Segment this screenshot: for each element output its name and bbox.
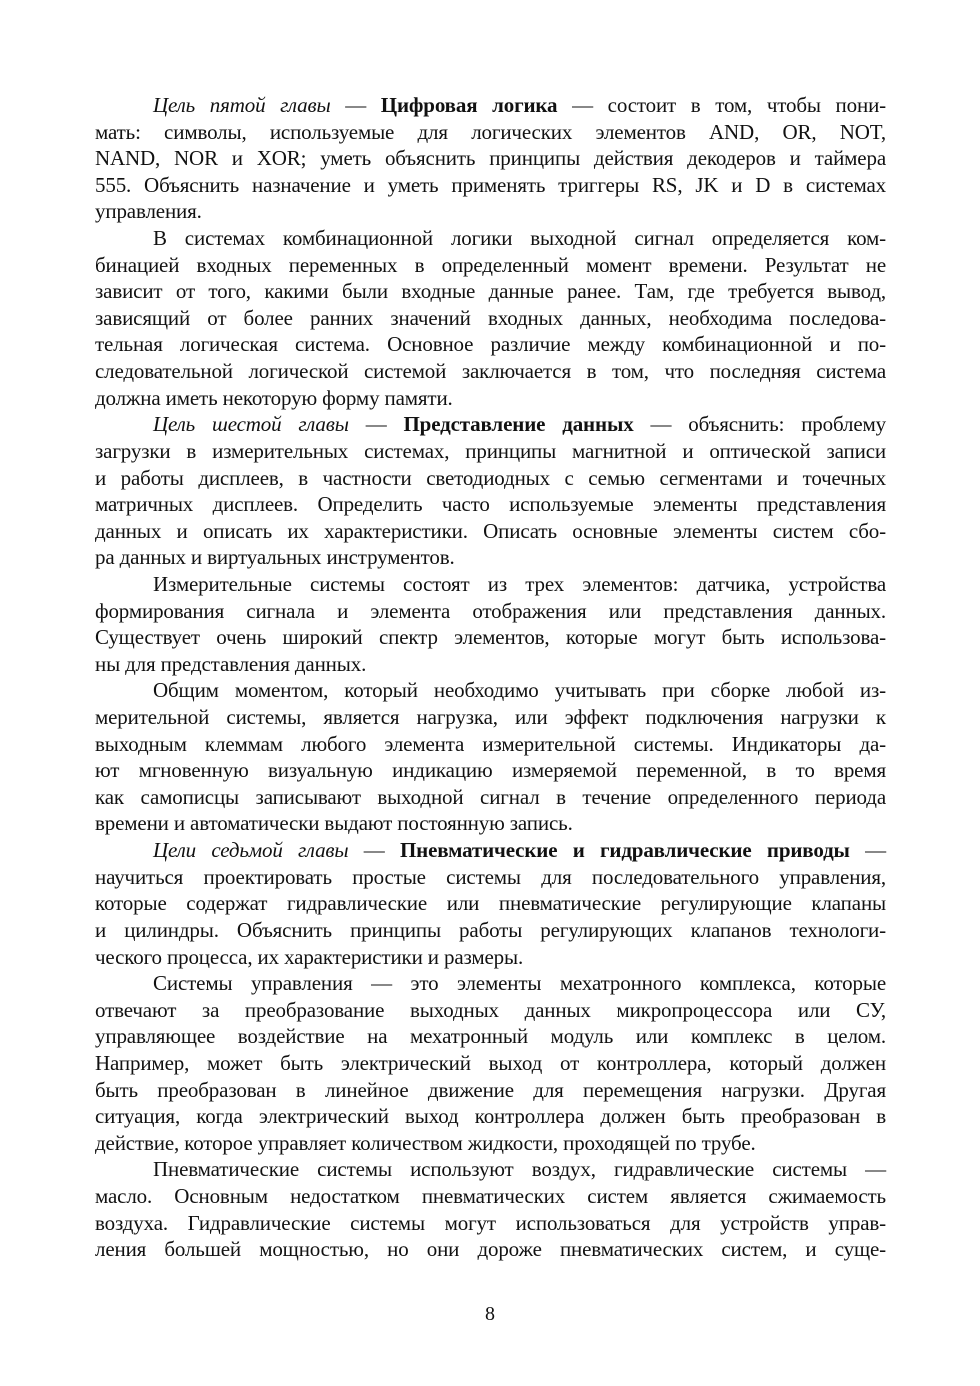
text-line — [95, 1103, 886, 1130]
text-line — [95, 1156, 886, 1183]
text-segment: мерительной системы, является нагрузка, или эффект подключения нагрузки к — [95, 705, 886, 730]
chapter-goal-label: Цели седьмой главы — [153, 838, 349, 863]
text-segment: ситуация, когда электрический выход контроллера должен быть преобразован в — [95, 1104, 886, 1129]
text-line — [95, 518, 886, 545]
text-segment: Измерительные системы состоят из трех элементов: датчика, устройства — [153, 571, 886, 596]
text-line — [95, 864, 886, 891]
text-line — [95, 225, 886, 252]
text-segment: отвечают за преобразование выходных данных микропроцессора или СУ, — [95, 997, 886, 1022]
text-segment: быть преобразован в линейное движение для перемещения нагрузки. Другая — [95, 1077, 886, 1102]
text-segment: научиться проектировать простые системы для последовательного управления, — [95, 864, 886, 889]
text-line — [95, 358, 886, 385]
text-line — [95, 331, 886, 358]
text-segment: как самописцы записывают выходной сигнал в течение определенного периода — [95, 784, 886, 809]
text-segment: — — [849, 838, 886, 863]
text-segment: В системах комбинационной логики выходной сигнал определяется ком- — [153, 226, 886, 251]
chapter-goal-label: Цель шестой главы — [153, 412, 349, 437]
text-line — [95, 651, 886, 678]
paragraph — [95, 92, 886, 225]
text-line — [95, 598, 886, 625]
text-line — [95, 411, 886, 438]
text-line — [95, 784, 886, 811]
text-segment: ны для представления данных. — [95, 651, 367, 676]
chapter-title: Представление данных — [403, 412, 634, 437]
page-number: 8 — [485, 1303, 495, 1325]
text-segment: Например, может быть электрический выход от контроллера, который должен — [95, 1050, 886, 1075]
text-line — [95, 731, 886, 758]
text-segment: ра данных и виртуальных инструментов. — [95, 545, 455, 570]
text-segment: должна иметь некоторую форму памяти. — [95, 385, 453, 410]
text-segment: — — [348, 412, 404, 437]
text-line — [95, 837, 886, 864]
paragraph — [95, 677, 886, 837]
text-segment: Системы управления — это элементы мехатронного комплекса, которые — [153, 971, 886, 996]
text-segment: управляющее воздействие на мехатронный модуль или комплекс в целом. — [95, 1024, 886, 1049]
text-line — [95, 305, 886, 332]
text-line — [95, 198, 886, 225]
text-segment: матричных дисплеев. Определить часто используемые элементы представления — [95, 492, 886, 517]
paragraph — [95, 1156, 886, 1262]
text-segment: ют мгновенную визуальную индикацию измеряемой переменной, в то время — [95, 758, 886, 783]
text-segment: 555. Объяснить назначение и уметь применять триггеры RS, JK и D в системах — [95, 172, 886, 197]
text-line — [95, 997, 886, 1024]
text-line — [95, 1183, 886, 1210]
text-segment: выходным клеммам любого элемента измерительной системы. Индикаторы да- — [95, 731, 886, 756]
text-line — [95, 92, 886, 119]
text-segment: — объяснить: проблему — [633, 412, 886, 437]
text-segment: — — [348, 838, 400, 863]
text-line — [95, 1050, 886, 1077]
text-line — [95, 278, 886, 305]
text-line — [95, 571, 886, 598]
text-line — [95, 172, 886, 199]
chapter-title: Цифровая логика — [380, 93, 558, 117]
chapter-goal-label: Цель пятой главы — [153, 93, 331, 117]
text-segment: и работы дисплеев, в частности светодиодных с семью сегментами и точечных — [95, 465, 886, 490]
text-line — [95, 624, 886, 651]
paragraph — [95, 837, 886, 970]
text-segment: формирования сигнала и элемента отображения или представления данных. — [95, 598, 886, 623]
text-line — [95, 119, 886, 146]
text-segment: мать: символы, используемые для логических элементов AND, OR, NOT, — [95, 119, 886, 144]
text-line — [95, 438, 886, 465]
text-line — [95, 1077, 886, 1104]
text-line — [95, 145, 886, 172]
text-line — [95, 677, 886, 704]
text-segment: воздуха. Гидравлические системы могут использоваться для устройств управ- — [95, 1210, 886, 1235]
text-segment: тельная логическая система. Основное различие между комбинационной и по- — [95, 332, 886, 357]
text-line — [95, 1023, 886, 1050]
text-line — [95, 1130, 886, 1157]
text-line — [95, 465, 886, 492]
text-segment: — состоит в том, чтобы пони- — [557, 93, 886, 117]
text-segment: бинацией входных переменных в определенный момент времени. Результат не — [95, 252, 886, 277]
text-segment: зависящий от более ранних значений входных данных, необходима последова- — [95, 305, 886, 330]
text-segment: ления большей мощностью, но они дороже пневматических систем, и суще- — [95, 1237, 886, 1262]
text-segment: данных и описать их характеристики. Описать основные элементы систем сбо- — [95, 518, 886, 543]
text-line — [95, 385, 886, 412]
text-line — [95, 757, 886, 784]
text-segment: масло. Основным недостатком пневматических систем является сжимаемость — [95, 1183, 886, 1208]
text-line — [95, 1236, 886, 1263]
text-line — [95, 252, 886, 279]
document-body — [95, 92, 886, 1263]
text-line — [95, 544, 886, 571]
text-segment: NAND, NOR и XOR; уметь объяснить принципы действия декодеров и таймера — [95, 146, 886, 171]
text-segment: и цилиндры. Объяснить принципы работы регулирующих клапанов технологи- — [95, 917, 886, 942]
text-segment: Общим моментом, который необходимо учитывать при сборке любой из- — [153, 678, 886, 703]
text-line — [95, 890, 886, 917]
paragraph — [95, 411, 886, 571]
paragraph — [95, 970, 886, 1156]
text-line — [95, 970, 886, 997]
text-segment: Пневматические системы используют воздух, гидравлические системы — — [153, 1157, 886, 1182]
text-line — [95, 1210, 886, 1237]
text-line — [95, 810, 886, 837]
paragraph — [95, 571, 886, 677]
text-line — [95, 944, 886, 971]
text-segment: ческого процесса, их характеристики и размеры. — [95, 944, 524, 969]
text-line — [95, 917, 886, 944]
text-segment: зависит от того, какими были входные данные ранее. Там, где требуется вывод, — [95, 279, 886, 304]
text-line — [95, 704, 886, 731]
chapter-title: Пневматические и гидравлические приводы — [399, 838, 850, 863]
text-segment: следовательной логической системой заключается в том, что последняя система — [95, 359, 886, 384]
text-segment: загрузки в измерительных системах, принципы магнитной и оптической записи — [95, 438, 886, 463]
text-segment: — — [330, 93, 381, 117]
text-line — [95, 491, 886, 518]
paragraph — [95, 225, 886, 411]
text-segment: управления. — [95, 199, 202, 224]
text-segment: которые содержат гидравлические или пневматические регулирующие клапаны — [95, 891, 886, 916]
text-segment: времени и автоматически выдают постоянную запись. — [95, 811, 573, 836]
text-segment: Существует очень широкий спектр элементов, которые могут быть использова- — [95, 625, 886, 650]
text-segment: действие, которое управляет количеством жидкости, проходящей по трубе. — [95, 1130, 756, 1155]
